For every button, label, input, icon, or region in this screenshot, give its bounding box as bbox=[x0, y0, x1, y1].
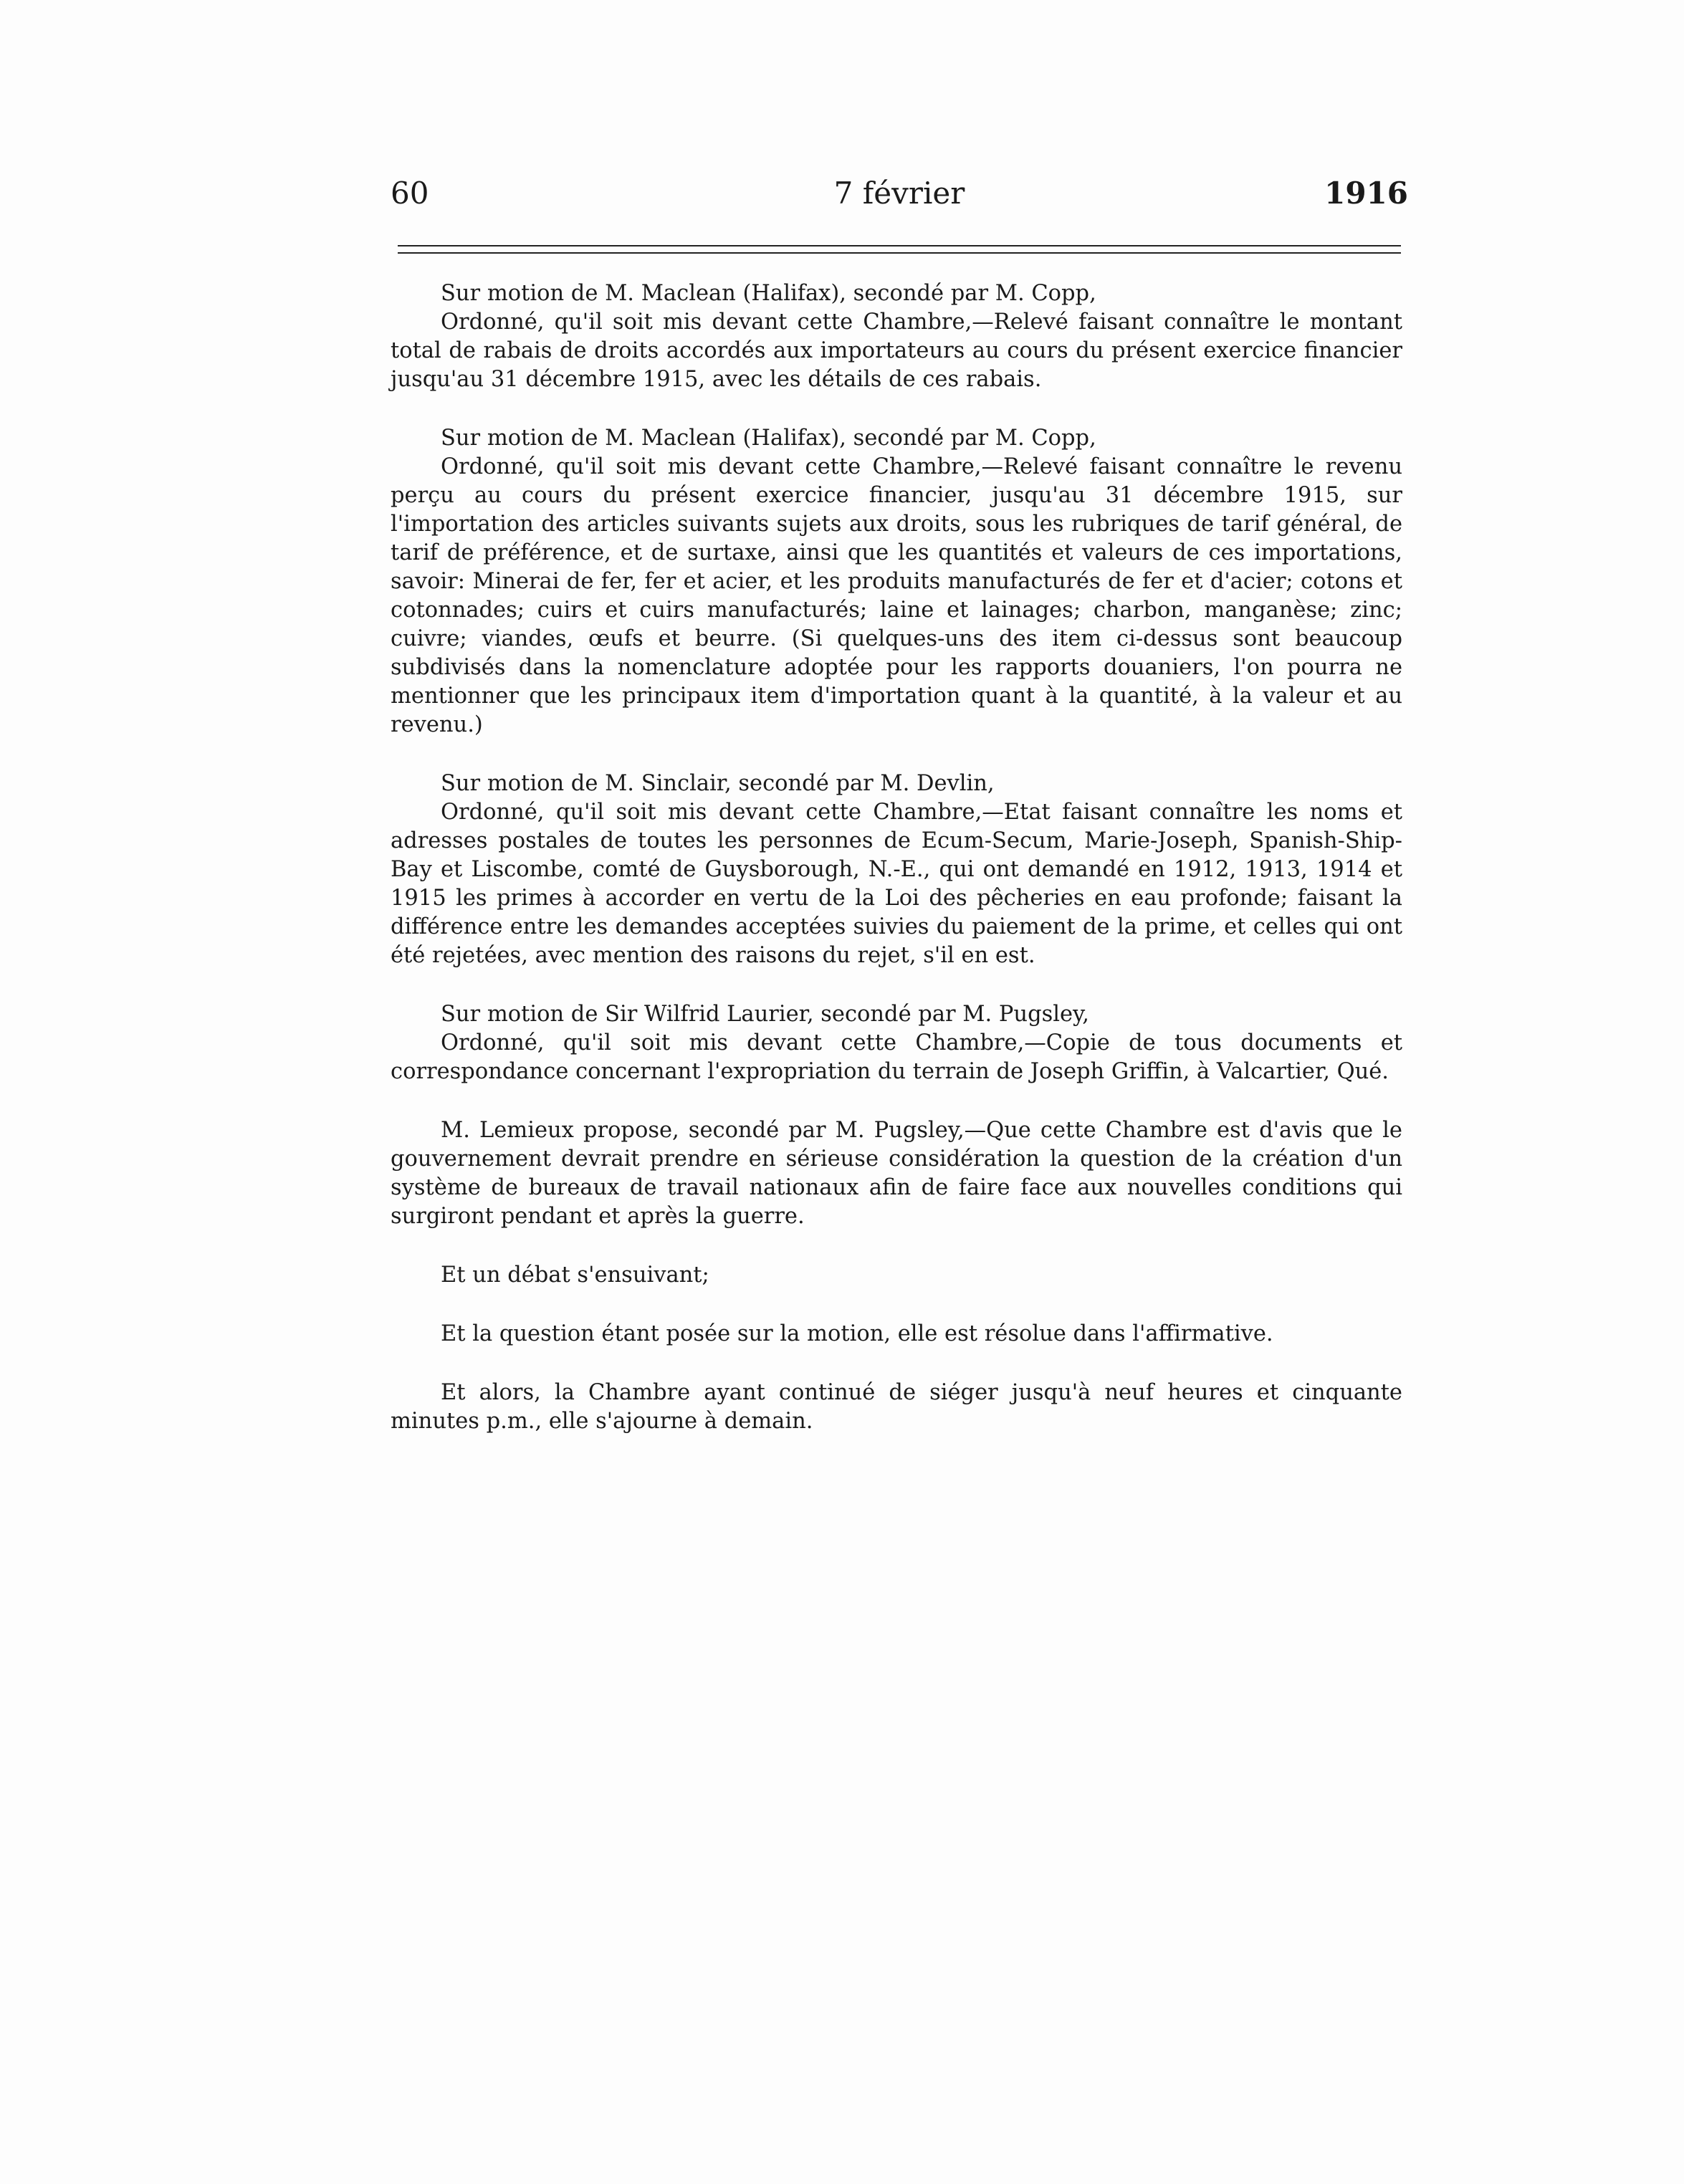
page-header bbox=[391, 176, 1408, 219]
motion-order: Ordonné, qu'il soit mis devant cette Chambre,—Etat faisant connaître les noms et adresses postales de toutes les personnes de Ecum-Secum, Marie-Joseph, Spanish-Ship-Bay et Liscombe, comté de Guysborough, N.-E., qui ont demandé en 1912, 1913, 1914 et 1915 les primes à accorder en vertu de la Loi des pêcheries en eau profonde; faisant la différence entre les demandes acceptées suivies du paiement de la prime, et celles qui ont été rejetées, avec mention des raisons du rejet, s'il en est. bbox=[391, 800, 1402, 968]
motion-intro: Sur motion de M. Sinclair, secondé par M. Devlin, bbox=[441, 771, 995, 796]
page-date: 7 février bbox=[833, 176, 965, 211]
motion-intro: Sur motion de Sir Wilfrid Laurier, secondé par M. Pugsley, bbox=[441, 1002, 1089, 1027]
motion-intro: Sur motion de M. Maclean (Halifax), secondé par M. Copp, bbox=[441, 426, 1096, 451]
motion-entry bbox=[391, 1000, 1402, 1086]
motion-entry bbox=[391, 279, 1402, 394]
question-paragraph: Et la question étant posée sur la motion, elle est résolue dans l'affirmative. bbox=[441, 1321, 1273, 1346]
debate-paragraph: Et un débat s'ensuivant; bbox=[441, 1263, 709, 1288]
motion-order: Ordonné, qu'il soit mis devant cette Chambre,—Copie de tous documents et correspondance concernant l'expropriation du terrain de Joseph Griffin, à Valcartier, Qué. bbox=[391, 1030, 1402, 1084]
adjournment-paragraph: Et alors, la Chambre ayant continué de siéger jusqu'à neuf heures et cinquante minutes p.m., elle s'ajourne à demain. bbox=[391, 1380, 1402, 1434]
motion-order: Ordonné, qu'il soit mis devant cette Chambre,—Relevé faisant connaître le montant total de rabais de droits accordés aux importateurs au cours du présent exercice financier jusqu'au 31 décembre 1915, avec les détails de ces rabais. bbox=[391, 310, 1402, 392]
page-year: 1916 bbox=[1324, 176, 1408, 211]
page-number: 60 bbox=[391, 176, 429, 211]
motion-entry bbox=[391, 424, 1402, 739]
motion-intro: Sur motion de M. Maclean (Halifax), secondé par M. Copp, bbox=[441, 281, 1096, 306]
lemieux-motion-paragraph: M. Lemieux propose, secondé par M. Pugsley,—Que cette Chambre est d'avis que le gouvernement devrait prendre en sérieuse considération la question de la création d'un système de bureaux de travail nationaux afin de faire face aux nouvelles conditions qui surgiront pendant et après la guerre. bbox=[391, 1118, 1402, 1229]
journal-body bbox=[391, 279, 1402, 1466]
header-rule-bottom bbox=[398, 252, 1401, 254]
header-rule-top bbox=[398, 245, 1401, 246]
motion-order: Ordonné, qu'il soit mis devant cette Chambre,—Relevé faisant connaître le revenu perçu au cours du présent exercice financier, jusqu'au 31 décembre 1915, sur l'importation des articles suivants sujets aux droits, sous les rubriques de tarif général, de tarif de préférence, et de surtaxe, ainsi que les quantités et valeurs de ces importations, savoir: Minerai de fer, fer et acier, et les produits manufacturés de fer et d'acier; cotons et cotonnades; cuirs et cuirs manufacturés; laine et lainages; charbon, manganèse; zinc; cuivre; viandes, œufs et beurre. (Si quelques-uns des item ci-dessus sont beaucoup subdivisés dans la nomenclature adoptée pour les rapports douaniers, l'on pourra ne mentionner que les principaux item d'importation quant à la quantité, à la valeur et au revenu.) bbox=[391, 454, 1402, 737]
motion-entry bbox=[391, 770, 1402, 970]
